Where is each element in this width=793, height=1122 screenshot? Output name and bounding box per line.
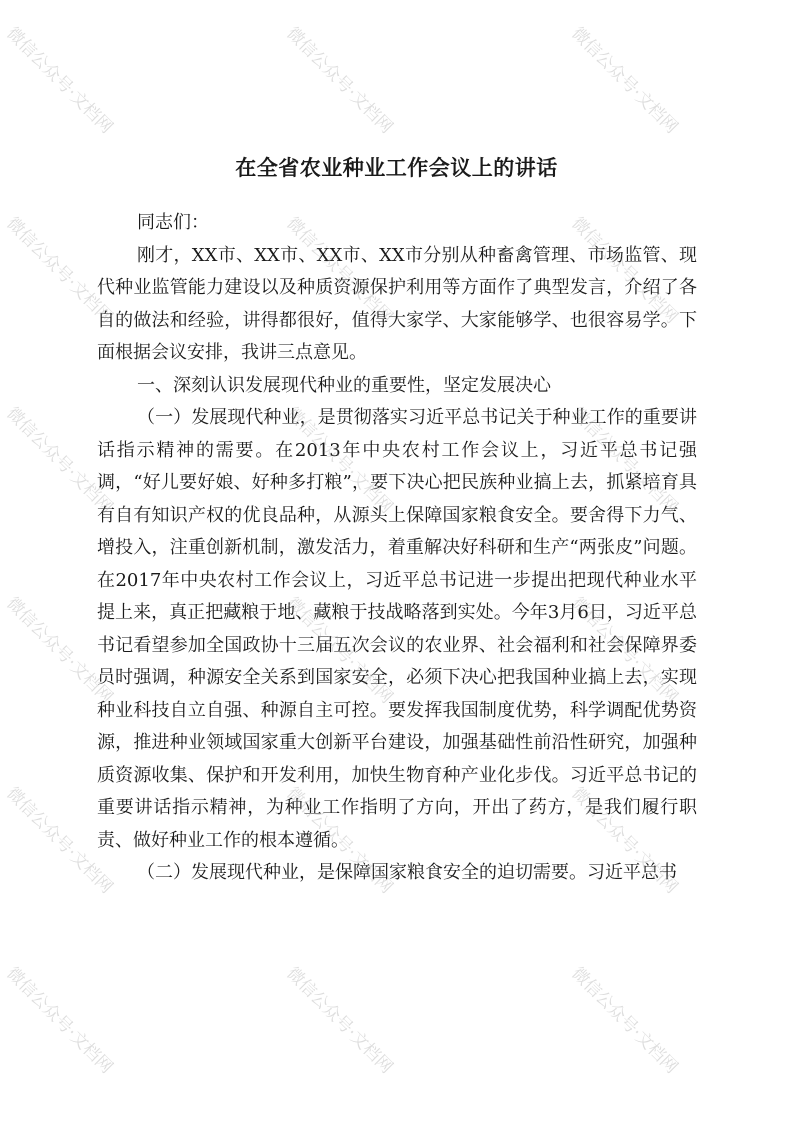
watermark-text: 微信公众号·文档网 bbox=[282, 403, 397, 518]
watermark-text: 微信公众号·文档网 bbox=[282, 593, 397, 708]
paragraph-intro: 刚才，XX市、XX市、XX市、XX市分别从种畜禽管理、市场监管、现代种业监管能力建设以及种质资源保护利用等方面作了典型发言，介绍了各自的做法和经验，讲得都很好，值得大家学、大家能够学、也很容易学。下面根据会议安排，我讲三点意见。 bbox=[97, 244, 697, 363]
document-title: 在全省农业种业工作会议上的讲话 bbox=[235, 156, 558, 180]
section-heading-1: 一、深刻认识发展现代种业的重要性，坚定发展决心 bbox=[137, 374, 551, 396]
watermark-text: 微信公众号·文档网 bbox=[567, 23, 682, 138]
watermark-text: 微信公众号·文档网 bbox=[2, 783, 117, 898]
watermark-text: 微信公众号·文档网 bbox=[2, 593, 117, 708]
salutation: 同志们： bbox=[137, 212, 209, 233]
document-body bbox=[97, 207, 697, 890]
paragraph-subsection-1: （一）发展现代种业，是贯彻落实习近平总书记关于种业工作的重要讲话指示精神的需要。在2013年中央农村工作会议上，习近平总书记强调，“好儿要好娘、好种多打粮”，要下决心把民族种业搞上去，抓紧培育具有自有知识产权的优良品种，从源头上保障国家粮食安全。要舍得下力气、增投入，注重创新机制，激发活力，着重解决好科研和生产“两张皮”问题。在2017年中央农村工作会议上，习近平总书记进一步提出把现代种业水平提上来，真正把藏粮于地、藏粮于技战略落到实处。今年3月6日，习近平总书记看望参加全国政协十三届五次会议的农业界、社会福利和社会保障界委员时强调，种源安全关系到国家安全，必须下决心把我国种业搞上去，实现种业科技自立自强、种源自主可控。要发挥我国制度优势，科学调配优势资源，推进种业领域国家重大创新平台建设，加强基础性前沿性研究，加强种质资源收集、保护和开发利用，加快生物育种产业化步伐。习近平总书记的重要讲话指示精神，为种业工作指明了方向，开出了药方，是我们履行职责、做好种业工作的根本遵循。 bbox=[97, 407, 697, 851]
watermark-text: 微信公众号·文档网 bbox=[567, 593, 682, 708]
watermark-text: 微信公众号·文档网 bbox=[282, 963, 397, 1078]
watermark-text: 微信公众号·文档网 bbox=[567, 403, 682, 518]
watermark-text: 微信公众号·文档网 bbox=[2, 23, 117, 138]
watermark-text: 微信公众号·文档网 bbox=[282, 213, 397, 328]
watermark-text: 微信公众号·文档网 bbox=[2, 403, 117, 518]
watermark-text: 微信公众号·文档网 bbox=[282, 23, 397, 138]
paragraph-subsection-2: （二）发展现代种业，是保障国家粮食安全的迫切需要。习近平总书 bbox=[137, 862, 677, 883]
watermark-text: 微信公众号·文档网 bbox=[2, 963, 117, 1078]
watermark-text: 微信公众号·文档网 bbox=[282, 783, 397, 898]
watermark-text: 微信公众号·文档网 bbox=[567, 783, 682, 898]
watermark-text: 微信公众号·文档网 bbox=[2, 213, 117, 328]
watermark-text: 微信公众号·文档网 bbox=[567, 213, 682, 328]
watermark-text: 微信公众号·文档网 bbox=[567, 963, 682, 1078]
